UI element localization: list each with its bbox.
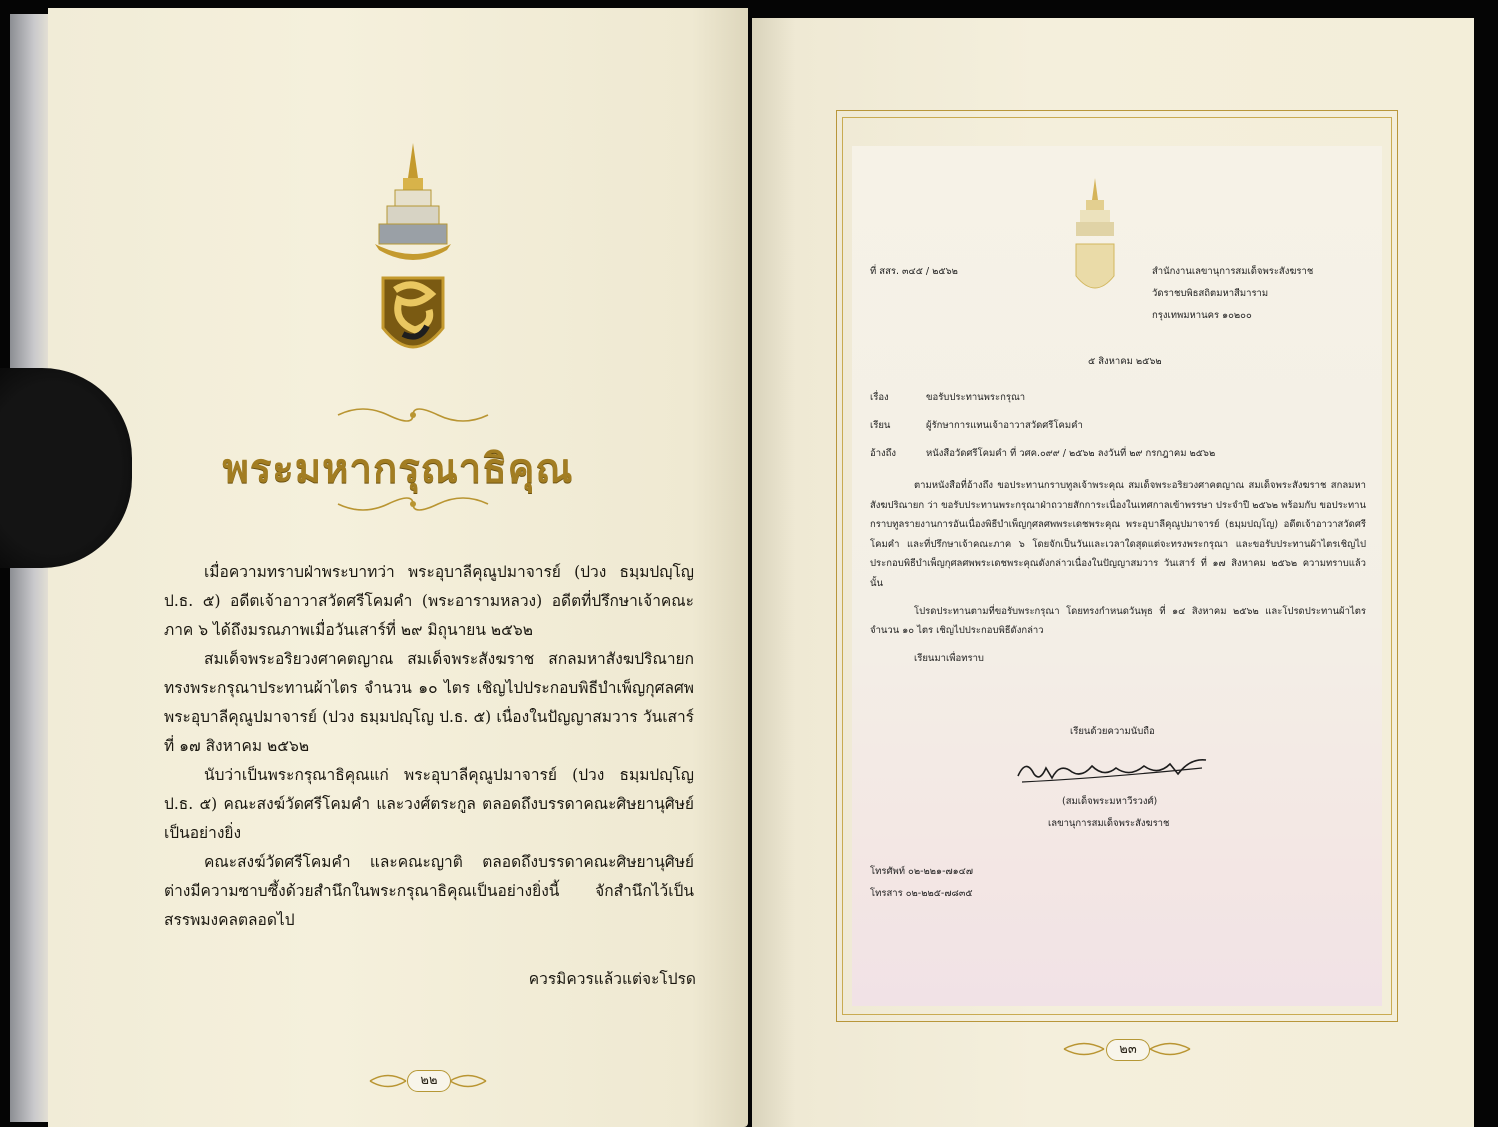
reference-number: ที่ สสร. ๓๔๕ / ๒๕๖๒ (870, 266, 958, 277)
left-page (48, 8, 748, 1127)
letter-paragraph: ตามหนังสือที่อ้างถึง ขอประทานกราบทูลเจ้าพระคุณ สมเด็จพระอริยวงศาคตญาณ สมเด็จพระสังฆราช สกลมหาสังฆปริณายก ว่า ขอรับประทานพระกรุณาฝ่าถวายสักการะเนื่องในเทศกาลเข้าพรรษา ประจำปี ๒๕๖๒ พร้อมกับ ขอประทานกราบทูลรายงานการอันเนื่องพิธีบำเพ็ญกุศลศพพระเดชพระคุณ พระอุบาลีคุณูปมาจารย์ (ธมฺมปญฺโญ) อดีตเจ้าอาวาสวัดศรีโคมคำ และที่ปรึกษาเจ้าคณะภาค ๖ โดยจักเป็นวันและเวลาใดสุดแต่จะทรงพระกรุณา และขอรับประทานผ้าไตรเชิญไปประกอบพิธีบำเพ็ญกุศลศพพระเดชพระคุณดังกล่าวเนื่องในปัญญาสมวาร วันเสาร์ ที่ ๑๗ สิงหาคม ๒๕๖๒ ความทราบแล้ว นั้น (870, 480, 1366, 589)
right-page (752, 18, 1474, 1127)
reference-label: อ้างถึง (870, 448, 897, 459)
office-line: สำนักงานเลขานุการสมเด็จพระสังฆราช (1152, 266, 1314, 277)
handwritten-signature-icon (1012, 748, 1212, 788)
royal-crown-emblem-icon (363, 138, 463, 378)
closing-line: ควรมิควรแล้วแต่จะโปรด (528, 970, 696, 988)
body-text (164, 558, 694, 935)
paragraph: นับว่าเป็นพระกรุณาธิคุณแก่ พระอุบาลีคุณูปมาจารย์ (ปวง ธมฺมปญฺโญ ป.ธ. ๕) คณะสงฆ์วัดศรีโคมคำ และวงศ์ตระกูล ตลอดถึงบรรดาคณะศิษยานุศิษย์ เป็นอย่างยิ่ง (164, 766, 694, 842)
royal-crown-seal-icon (1070, 176, 1120, 306)
page-number: ๒๒ (407, 1070, 451, 1092)
recipient-text: ผู้รักษาการแทนเจ้าอาวาสวัดศรีโคมคำ (926, 420, 1083, 431)
fax-number: โทรสาร ๐๒-๒๒๕-๗๘๓๕ (870, 888, 973, 899)
signer-title: เลขานุการสมเด็จพระสังฆราช (1048, 818, 1170, 829)
page-stack-edge (10, 14, 50, 1122)
title-bottom-flourish-icon (333, 492, 493, 516)
paragraph: คณะสงฆ์วัดศรีโคมคำ และคณะญาติ ตลอดถึงบรรดาคณะศิษยานุศิษย์ ต่างมีความซาบซึ้งด้วยสำนึกในพระกรุณาธิคุณเป็นอย่างยิ่งนี้ จักสำนึกไว้เป็นสรรพมงคลตลอดไป (164, 853, 694, 929)
subject-text: ขอรับประทานพระกรุณา (926, 392, 1026, 403)
letter-date: ๕ สิงหาคม ๒๕๖๒ (1088, 356, 1162, 367)
phone-number: โทรศัพท์ ๐๒-๒๒๑-๗๑๔๗ (870, 866, 974, 877)
letter-document (852, 146, 1382, 1006)
letter-body (870, 476, 1366, 668)
paragraph: สมเด็จพระอริยวงศาคตญาณ สมเด็จพระสังฆราช สกลมหาสังฆปริณายก ทรงพระกรุณาประทานผ้าไตร จำนวน ๑๐ ไตร เชิญไปประกอบพิธีบำเพ็ญกุศลศพ พระอุบาลีคุณูปมาจารย์ (ปวง ธมฺมปญฺโญ ป.ธ. ๕) เนื่องในปัญญาสมวาร วันเสาร์ที่ ๑๗ สิงหาคม ๒๕๖๒ (164, 650, 694, 755)
reference-text: หนังสือวัดศรีโคมคำ ที่ วศค.๐๙๙ / ๒๕๖๒ ลงวันที่ ๒๙ กรกฎาคม ๒๕๖๒ (926, 448, 1216, 459)
page-title: พระมหากรุณาธิคุณ (222, 445, 574, 492)
letter-paragraph: โปรดประทานตามที่ขอรับพระกรุณา โดยทรงกำหนดวันพุธ ที่ ๑๔ สิงหาคม ๒๕๖๒ และโปรดประทานผ้าไตร จำนวน ๑๐ ไตร เชิญไปประกอบพิธีดังกล่าว (870, 605, 1366, 637)
page-number: ๒๓ (1106, 1039, 1150, 1061)
office-line: วัดราชบพิธสถิตมหาสีมาราม (1152, 288, 1269, 299)
letter-paragraph: เรียนมาเพื่อทราบ (914, 652, 984, 664)
paragraph: เมื่อความทราบฝ่าพระบาทว่า พระอุบาลีคุณูปมาจารย์ (ปวง ธมฺมปญฺโญ ป.ธ. ๕) อดีตเจ้าอาวาสวัดศรีโคมคำ (พระอารามหลวง) อดีตที่ปรึกษาเจ้าคณะภาค ๖ ได้ถึงมรณภาพเมื่อวันเสาร์ที่ ๒๙ มิถุนายน ๒๕๖๒ (164, 563, 694, 639)
regards-line: เรียนด้วยความนับถือ (1070, 726, 1155, 737)
recipient-label: เรียน (870, 420, 891, 431)
subject-label: เรื่อง (870, 392, 889, 403)
title-top-flourish-icon (333, 403, 493, 427)
signer-name: (สมเด็จพระมหาวีรวงศ์) (1062, 796, 1158, 807)
office-line: กรุงเทพมหานคร ๑๐๒๐๐ (1152, 310, 1252, 321)
